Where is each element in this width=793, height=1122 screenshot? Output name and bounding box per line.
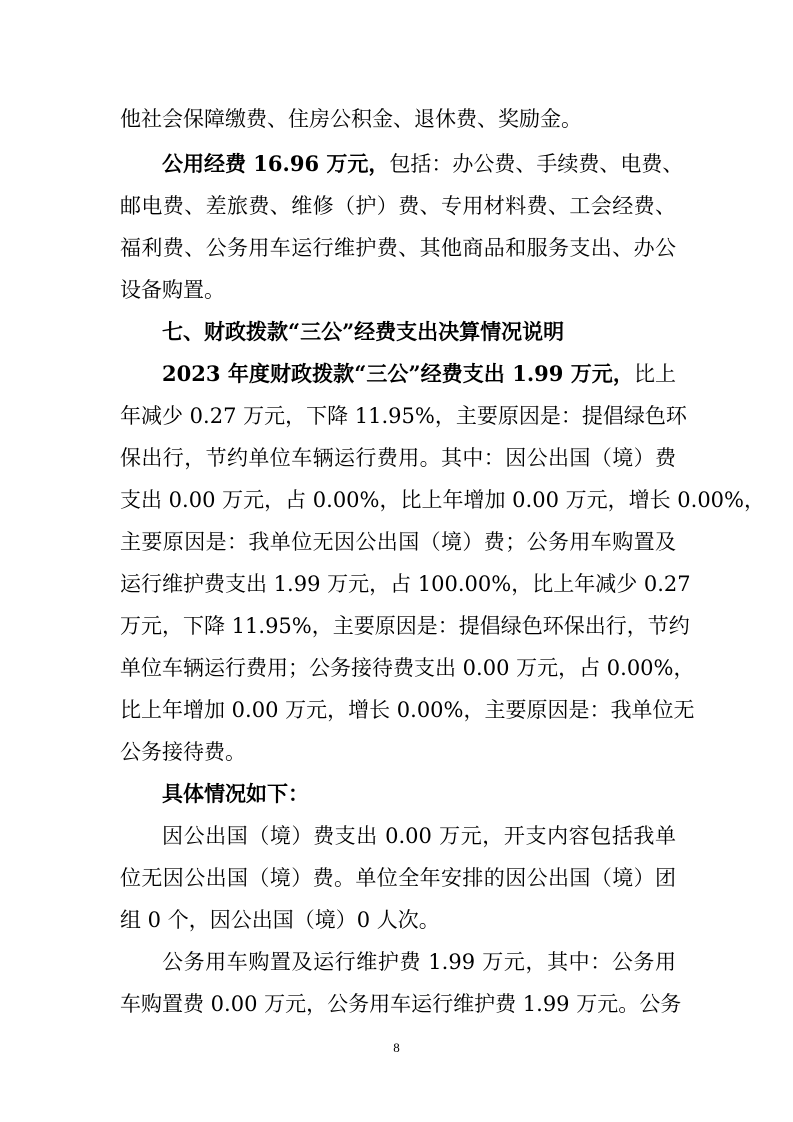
text-line: 位无因公出国（境）费。单位全年安排的因公出国（境）团 bbox=[120, 866, 676, 890]
text-line: 组 0 个，因公出国（境）0 人次。 bbox=[120, 908, 440, 932]
bold-lead: 2023 年度财政拨款“三公”经费支出 1.99 万元， bbox=[162, 361, 634, 386]
text-line: 福利费、公务用车运行维护费、其他商品和服务支出、办公 bbox=[120, 236, 676, 260]
text-line: 公务接待费。 bbox=[120, 740, 246, 764]
text-line: 公务用车购置及运行维护费 1.99 万元，其中：公务用 bbox=[162, 950, 676, 974]
text-line: 比上年增加 0.00 万元，增长 0.00%，主要原因是：我单位无 bbox=[120, 698, 695, 722]
text-line: 邮电费、差旅费、维修（护）费、专用材料费、工会经费、 bbox=[120, 194, 676, 218]
subheading-details: 具体情况如下： bbox=[162, 781, 309, 806]
text-line: 万元，下降 11.95%，主要原因是：提倡绿色环保出行，节约 bbox=[120, 614, 690, 638]
bold-lead: 公用经费 16.96 万元， bbox=[162, 151, 390, 176]
text-line: 单位车辆运行费用；公务接待费支出 0.00 万元，占 0.00%， bbox=[120, 656, 695, 680]
text-span: 比上 bbox=[633, 362, 676, 386]
page-number: 8 bbox=[393, 1040, 400, 1055]
paragraph-public-expenses bbox=[162, 149, 684, 179]
text-line: 他社会保障缴费、住房公积金、退休费、奖励金。 bbox=[120, 107, 582, 131]
text-line: 保出行，节约单位车辆运行费用。其中：因公出国（境）费 bbox=[120, 446, 676, 470]
text-span: 包括：办公费、手续费、电费、 bbox=[389, 152, 684, 176]
text-line: 因公出国（境）费支出 0.00 万元，开支内容包括我单 bbox=[162, 824, 676, 848]
text-line: 主要原因是：我单位无因公出国（境）费；公务用车购置及 bbox=[120, 530, 676, 554]
text-line: 设备购置。 bbox=[120, 278, 225, 302]
text-line: 支出 0.00 万元，占 0.00%，比上年增加 0.00 万元，增长 0.00%， bbox=[120, 488, 765, 512]
text-line: 年减少 0.27 万元，下降 11.95%，主要原因是：提倡绿色环 bbox=[120, 404, 687, 428]
text-line: 车购置费 0.00 万元，公务用车运行维护费 1.99 万元。公务 bbox=[120, 992, 682, 1016]
text-line: 运行维护费支出 1.99 万元，占 100.00%，比上年减少 0.27 bbox=[120, 572, 691, 596]
section-heading: 七、财政拨款“三公”经费支出决算情况说明 bbox=[162, 319, 565, 344]
paragraph-three-public bbox=[162, 359, 676, 389]
